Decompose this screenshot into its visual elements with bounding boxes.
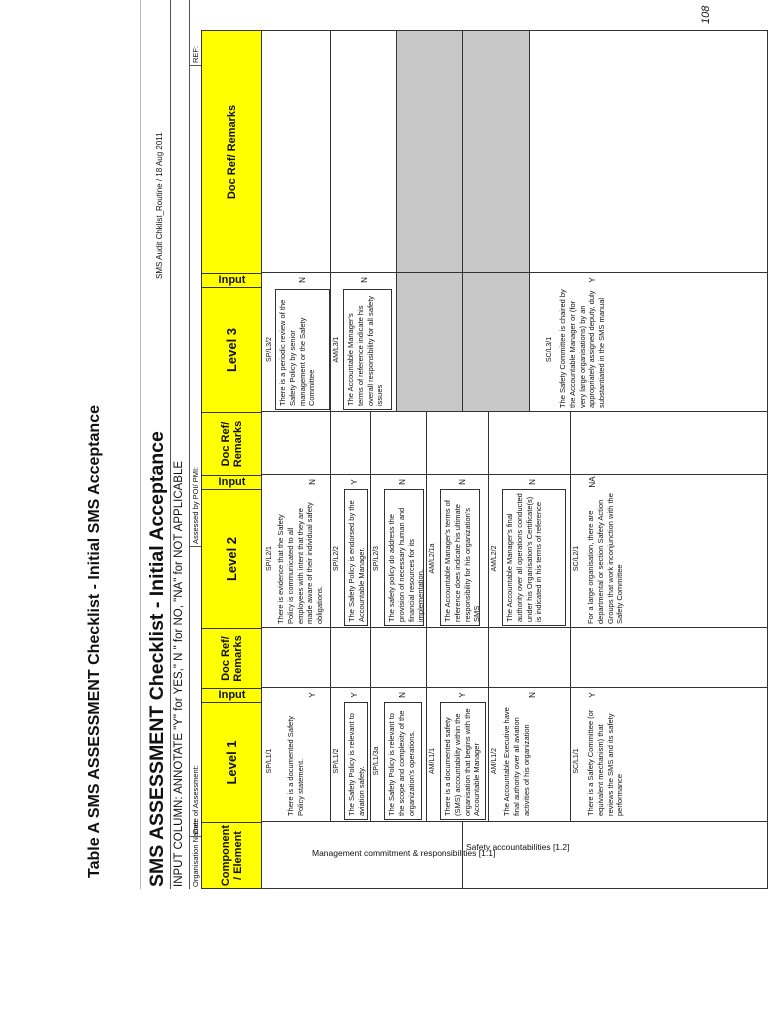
level1-input[interactable]: Y	[308, 692, 317, 698]
organisation-name-label: Organisation Name:	[191, 820, 200, 887]
title-row	[140, 0, 171, 889]
level3-input[interactable]: N	[360, 277, 369, 283]
level1-input[interactable]: Y	[458, 692, 467, 698]
level2-input[interactable]: Y	[350, 479, 359, 485]
level3-ref: AM/L3/1	[333, 336, 340, 363]
level3-ref: SP/L3/2	[266, 337, 273, 362]
header-input-3: Input	[202, 273, 262, 287]
instructions-row	[170, 0, 190, 889]
level2-ref: AM/L2/2	[491, 545, 498, 572]
level2-criterion: The Safety Policy is endorsed by the Accountable Manager.	[344, 489, 368, 626]
level2-criterion: The Accountable Manager's final authority over all operations conducted under his Organisation's Certificate(s) is indicated in his terms of reference	[502, 489, 566, 626]
level1-ref: AM/L1/2	[491, 747, 498, 775]
level1-ref: SP/L1/1	[266, 748, 273, 774]
assessed-by-label: Assessed by POI/ PMI:	[191, 466, 200, 544]
checklist-table	[201, 30, 768, 889]
level1-criterion: There is a documented Safety Policy statement.	[286, 715, 305, 816]
level1-ref: AM/L1/1	[429, 747, 436, 775]
level2-input[interactable]: N	[398, 479, 407, 485]
level3-criterion: There is a periodic review of the Safety Policy by senior management or the Safety Committee	[275, 289, 330, 410]
header-docref-3: Doc Ref/ Remarks	[202, 31, 262, 273]
page-number: 108	[700, 5, 712, 24]
level3-input[interactable]: Y	[588, 277, 597, 283]
level2-ref: SC/L2/1	[573, 545, 580, 572]
level2-input[interactable]: NA	[588, 476, 597, 488]
level3-criterion: The Accountable Manager's terms of reference indicate his overall responsibility for all safety issues	[343, 289, 392, 410]
component-safety-accountabilities: Safety accountabilities [1.2]	[466, 842, 570, 852]
level1-criterion: The Safety Policy is relevant to aviation safety.	[344, 702, 368, 820]
level2-input[interactable]: N	[528, 479, 537, 485]
level1-input[interactable]: N	[528, 692, 537, 698]
level3-input[interactable]: N	[298, 277, 307, 283]
header-input-2: Input	[202, 475, 262, 489]
level2-ref: AM/L2/1a	[429, 543, 436, 574]
page-title: SMS ASSESSMENT Checklist - Initial Acceptance	[146, 431, 168, 887]
level1-input[interactable]: N	[398, 692, 407, 698]
na-shading	[463, 31, 529, 272]
level2-input[interactable]: N	[458, 479, 467, 485]
level1-criterion: The Accountable Executive have final authority over all aviation activities of his organization	[502, 707, 531, 816]
level2-ref: SP/L2/3	[373, 546, 380, 571]
ref-label: REF:	[191, 45, 200, 63]
date-of-assessment-label: Date of Assessment:	[191, 765, 200, 834]
input-instructions: INPUT COLUMN: ANNOTATE "Y" for YES," N " for NO, "NA" for NOT APPLICABLE	[173, 460, 185, 887]
level1-ref: SP/L1/3a	[373, 746, 380, 776]
level1-criterion: There is a Safety Committee (or equivalent mechanism) that reviews the SMS and its safety performance	[586, 709, 625, 816]
header-docref-2: Doc Ref/ Remarks	[202, 412, 262, 475]
header-level-2: Level 2	[202, 489, 262, 628]
level2-criterion: The Accountable Manager's terms of reference does indicate his ultimate responsibility for his organization's SMS	[440, 489, 480, 626]
document-heading: Table A SMS ASSESSMENT Checklist - Initial SMS Acceptance	[86, 405, 103, 878]
level1-ref: SP/L1/2	[333, 748, 340, 774]
header-input-1: Input	[202, 688, 262, 702]
level2-ref: SP/L2/2	[333, 546, 340, 571]
level1-input[interactable]: Y	[350, 692, 359, 698]
level2-criterion: The safety policy do address the provision of necessary human and financial resources for its implementation.	[384, 489, 424, 626]
header-level-3: Level 3	[202, 287, 262, 412]
na-shading	[397, 31, 462, 272]
component-management-commitment: Management commitment & responsibilities [1.1]	[312, 848, 496, 858]
level1-ref: SC/L1/1	[573, 748, 580, 774]
page-subtitle: SMS Audit Chklist_Routine / 18 Aug 2011	[155, 132, 164, 279]
level2-ref: SP/L2/1	[266, 546, 273, 571]
level1-criterion: The Safety Policy is relevant to the scope and complexity of the organization's operations.	[384, 702, 422, 820]
level2-criterion: There is evidence that the Safety Policy is communicated to all employees with intent that they are made aware of their individual safety obligations.	[276, 502, 325, 624]
header-level-1: Level 1	[202, 702, 262, 822]
na-shading	[463, 273, 529, 411]
level3-criterion: The Safety Committee is chaired by the Accountable Manager or (for very large organisations) by an appropriately assigned deputy, duly substantiated in the SMS manual	[558, 289, 607, 408]
na-shading	[397, 273, 462, 411]
level3-ref: SC/L3/1	[546, 336, 553, 363]
level1-criterion: There is a documented safety (SMS) accountability within the organisation that begins with the Accountable Manager	[440, 702, 486, 820]
level2-criterion: For a large organisation, there are departmental or section Safety Action Groups that work inconjunction with the Safety Committee	[586, 493, 625, 624]
header-component: Component / Element	[202, 822, 262, 888]
header-docref-1: Doc Ref/ Remarks	[202, 628, 262, 688]
level2-input[interactable]: N	[308, 479, 317, 485]
level1-input[interactable]: Y	[588, 692, 597, 698]
